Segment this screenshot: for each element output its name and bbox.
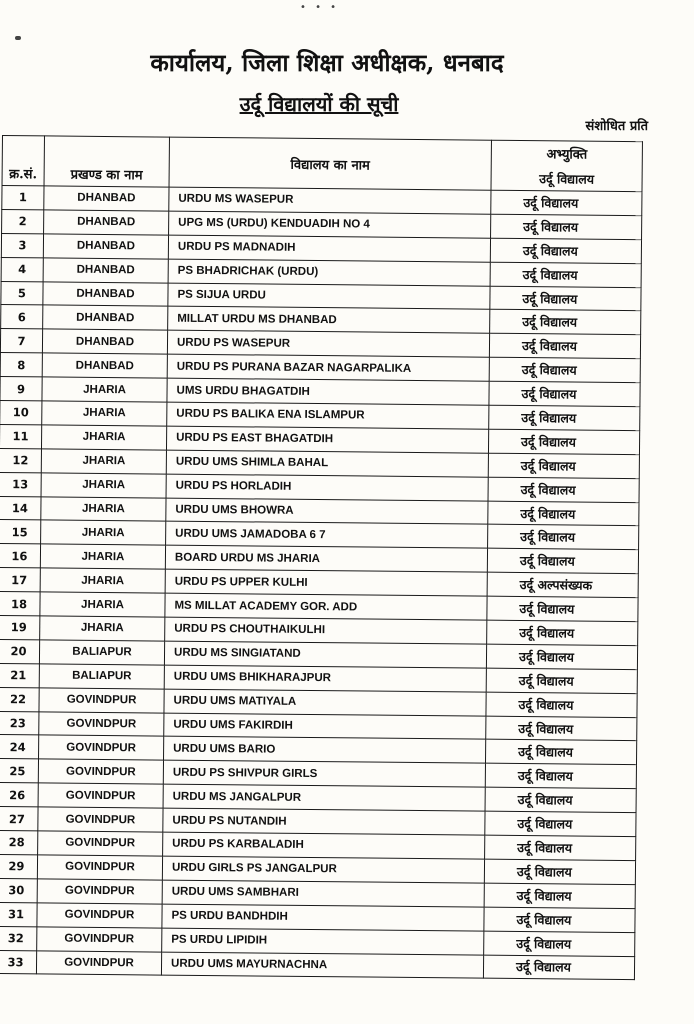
- school-name-cell: URDU PS SHIVPUR GIRLS: [163, 760, 485, 787]
- serial-number-cell: 30: [0, 878, 37, 902]
- serial-number-cell: 5: [1, 281, 43, 305]
- block-cell: DHANBAD: [42, 329, 167, 354]
- block-cell: JHARIA: [41, 496, 166, 521]
- school-name-cell: URDU MS SINGIATAND: [164, 641, 486, 668]
- remark-cell: उर्दू विद्यालय: [487, 596, 638, 621]
- school-name-cell: UMS URDU BHAGATDIH: [167, 378, 489, 405]
- school-name-cell: PS BHADRICHAK (URDU): [168, 259, 490, 286]
- header-remarks: [491, 140, 642, 191]
- school-name-cell: URDU UMS FAKIRDIH: [164, 713, 486, 740]
- school-name-cell: URDU PS WASEPUR: [167, 330, 489, 357]
- serial-number-cell: 24: [0, 735, 39, 759]
- remark-cell: उर्दू विद्यालय: [485, 764, 636, 789]
- remark-cell: उर्दू विद्यालय: [490, 310, 641, 335]
- school-name-cell: MILLAT URDU MS DHANBAD: [168, 307, 490, 334]
- school-name-cell: URDU PS CHOUTHAIKULHI: [165, 617, 487, 644]
- header-school-name: विद्यालय का नाम: [169, 137, 491, 190]
- office-title: कार्यालय, जिला शिक्षा अधीक्षक, धनबाद: [150, 48, 504, 77]
- remark-cell: उर्दू विद्यालय: [486, 644, 637, 669]
- table-row: [0, 950, 635, 980]
- school-name-cell: URDU UMS BHOWRA: [166, 498, 488, 525]
- serial-number-cell: 14: [0, 496, 41, 520]
- remark-cell: उर्दू विद्यालय: [491, 190, 642, 215]
- serial-number-cell: 8: [0, 353, 42, 377]
- block-cell: GOVINDPUR: [38, 831, 163, 856]
- block-cell: JHARIA: [42, 377, 167, 402]
- remark-cell: उर्दू विद्यालय: [486, 692, 637, 717]
- serial-number-cell: 32: [0, 926, 37, 950]
- remark-cell: उर्दू विद्यालय: [489, 357, 640, 382]
- school-name-cell: URDU PS MADNADIH: [168, 235, 490, 262]
- school-name-cell: UPG MS (URDU) KENDUADIH NO 4: [169, 211, 491, 238]
- school-name-cell: URDU UMS SHIMLA BAHAL: [166, 450, 488, 477]
- block-cell: GOVINDPUR: [39, 735, 164, 760]
- block-cell: GOVINDPUR: [37, 903, 162, 928]
- serial-number-cell: 16: [0, 544, 41, 568]
- scan-specks: • • •: [300, 2, 340, 13]
- serial-number-cell: 21: [0, 663, 39, 687]
- school-table: [0, 135, 643, 981]
- serial-number-cell: 19: [0, 616, 40, 640]
- list-title: उर्दू विद्यालयों की सूची: [239, 92, 399, 116]
- remark-cell: उर्दू विद्यालय: [488, 429, 639, 454]
- header-remarks-first-value: उर्दू विद्यालय: [539, 171, 595, 187]
- block-cell: JHARIA: [41, 473, 166, 498]
- remark-cell: उर्दू विद्यालय: [486, 716, 637, 741]
- block-cell: DHANBAD: [44, 186, 169, 211]
- school-name-cell: URDU MS JANGALPUR: [163, 784, 485, 811]
- block-cell: GOVINDPUR: [37, 879, 162, 904]
- block-cell: GOVINDPUR: [38, 759, 163, 784]
- block-cell: BALIAPUR: [39, 664, 164, 689]
- serial-number-cell: 10: [0, 401, 42, 425]
- remark-cell: उर्दू विद्यालय: [484, 859, 635, 884]
- serial-number-cell: 15: [0, 520, 41, 544]
- serial-number-cell: 31: [0, 902, 37, 926]
- remark-cell: उर्दू विद्यालय: [489, 405, 640, 430]
- remark-cell: उर्दू विद्यालय: [487, 549, 638, 574]
- remark-cell: उर्दू विद्यालय: [489, 334, 640, 359]
- block-cell: GOVINDPUR: [39, 688, 164, 713]
- serial-number-cell: 7: [0, 329, 42, 353]
- school-name-cell: PS SIJUA URDU: [168, 283, 490, 310]
- serial-number-cell: 17: [0, 568, 40, 592]
- school-name-cell: URDU GIRLS PS JANGALPUR: [162, 856, 484, 883]
- remark-cell: उर्दू विद्यालय: [488, 453, 639, 478]
- block-cell: JHARIA: [40, 544, 165, 569]
- serial-number-cell: 12: [0, 448, 41, 472]
- school-name-cell: URDU UMS JAMADOBA 6 7: [166, 522, 488, 549]
- school-name-cell: MS MILLAT ACADEMY GOR. ADD: [165, 593, 487, 620]
- school-name-cell: URDU PS KARBALADIH: [163, 832, 485, 859]
- header-remarks-label: अभ्युक्ति: [546, 147, 588, 163]
- remark-cell: उर्दू विद्यालय: [483, 955, 634, 980]
- block-cell: BALIAPUR: [39, 640, 164, 665]
- block-cell: DHANBAD: [43, 305, 168, 330]
- serial-number-cell: 2: [2, 209, 44, 233]
- block-cell: GOVINDPUR: [37, 926, 162, 951]
- block-cell: DHANBAD: [43, 258, 168, 283]
- ink-mark: [15, 36, 21, 40]
- school-name-cell: URDU PS PURANA BAZAR NAGARPALIKA: [167, 354, 489, 381]
- table-body: [0, 186, 642, 980]
- school-name-cell: URDU PS UPPER KULHI: [165, 569, 487, 596]
- school-name-cell: URDU PS HORLADIH: [166, 474, 488, 501]
- serial-number-cell: 33: [0, 950, 37, 974]
- remark-cell: उर्दू विद्यालय: [490, 286, 641, 311]
- remark-cell: उर्दू विद्यालय: [485, 811, 636, 836]
- serial-number-cell: 18: [0, 592, 40, 616]
- serial-number-cell: 4: [1, 257, 43, 281]
- block-cell: JHARIA: [40, 592, 165, 617]
- remark-cell: उर्दू विद्यालय: [491, 214, 642, 239]
- serial-number-cell: 3: [1, 233, 43, 257]
- serial-number-cell: 25: [0, 759, 39, 783]
- block-cell: DHANBAD: [44, 210, 169, 235]
- revised-copy-note: संशोधित प्रति: [585, 119, 648, 134]
- remark-cell: उर्दू विद्यालय: [484, 883, 635, 908]
- remark-cell: उर्दू विद्यालय: [484, 907, 635, 932]
- serial-number-cell: 27: [0, 807, 38, 831]
- block-cell: DHANBAD: [43, 281, 168, 306]
- school-table-container: [0, 135, 642, 980]
- serial-number-cell: 6: [1, 305, 43, 329]
- remark-cell: उर्दू विद्यालय: [486, 668, 637, 693]
- serial-number-cell: 1: [2, 186, 44, 210]
- serial-number-cell: 28: [0, 831, 38, 855]
- serial-number-cell: 29: [0, 854, 38, 878]
- remark-cell: उर्दू विद्यालय: [485, 787, 636, 812]
- serial-number-cell: 26: [0, 783, 38, 807]
- remark-cell: उर्दू विद्यालय: [485, 835, 636, 860]
- block-cell: DHANBAD: [42, 353, 167, 378]
- school-name-cell: URDU PS NUTANDIH: [163, 808, 485, 835]
- serial-number-cell: 11: [0, 424, 42, 448]
- block-cell: GOVINDPUR: [38, 783, 163, 808]
- block-cell: JHARIA: [41, 520, 166, 545]
- serial-number-cell: 20: [0, 639, 40, 663]
- table-header-row: [2, 136, 642, 192]
- remark-cell: उर्दू विद्यालय: [488, 525, 639, 550]
- serial-number-cell: 9: [0, 377, 42, 401]
- serial-number-cell: 13: [0, 472, 41, 496]
- header-block-name: प्रखण्ड का नाम: [44, 136, 169, 187]
- remark-cell: उर्दू विद्यालय: [487, 620, 638, 645]
- school-name-cell: URDU PS EAST BHAGATDIH: [166, 426, 488, 453]
- block-cell: JHARIA: [40, 568, 165, 593]
- serial-number-cell: 22: [0, 687, 39, 711]
- remark-cell: उर्दू विद्यालय: [484, 931, 635, 956]
- serial-number-cell: 23: [0, 711, 39, 735]
- school-name-cell: URDU UMS BARIO: [164, 737, 486, 764]
- school-name-cell: URDU UMS SAMBHARI: [162, 880, 484, 907]
- school-name-cell: URDU UMS MATIYALA: [164, 689, 486, 716]
- remark-cell: उर्दू विद्यालय: [488, 477, 639, 502]
- remark-cell: उर्दू विद्यालय: [490, 262, 641, 287]
- remark-cell: उर्दू विद्यालय: [488, 501, 639, 526]
- remark-cell: उर्दू अल्पसंख्यक: [487, 572, 638, 597]
- school-name-cell: URDU PS BALIKA ENA ISLAMPUR: [167, 402, 489, 429]
- block-cell: GOVINDPUR: [38, 807, 163, 832]
- block-cell: JHARIA: [42, 401, 167, 426]
- school-name-cell: URDU MS WASEPUR: [169, 187, 491, 214]
- block-cell: DHANBAD: [43, 234, 168, 259]
- block-cell: GOVINDPUR: [37, 855, 162, 880]
- header-serial-number: क्र.सं.: [2, 136, 44, 186]
- school-name-cell: URDU UMS MAYURNACHNA: [161, 952, 483, 979]
- remark-cell: उर्दू विद्यालय: [485, 740, 636, 765]
- school-name-cell: PS URDU LIPIDIH: [162, 928, 484, 955]
- block-cell: JHARIA: [41, 425, 166, 450]
- remark-cell: उर्दू विद्यालय: [489, 381, 640, 406]
- school-name-cell: PS URDU BANDHDIH: [162, 904, 484, 931]
- block-cell: JHARIA: [41, 449, 166, 474]
- remark-cell: उर्दू विद्यालय: [490, 238, 641, 263]
- school-name-cell: URDU UMS BHIKHARAJPUR: [164, 665, 486, 692]
- school-name-cell: BOARD URDU MS JHARIA: [165, 545, 487, 572]
- block-cell: JHARIA: [40, 616, 165, 641]
- block-cell: GOVINDPUR: [39, 711, 164, 736]
- block-cell: GOVINDPUR: [36, 950, 161, 975]
